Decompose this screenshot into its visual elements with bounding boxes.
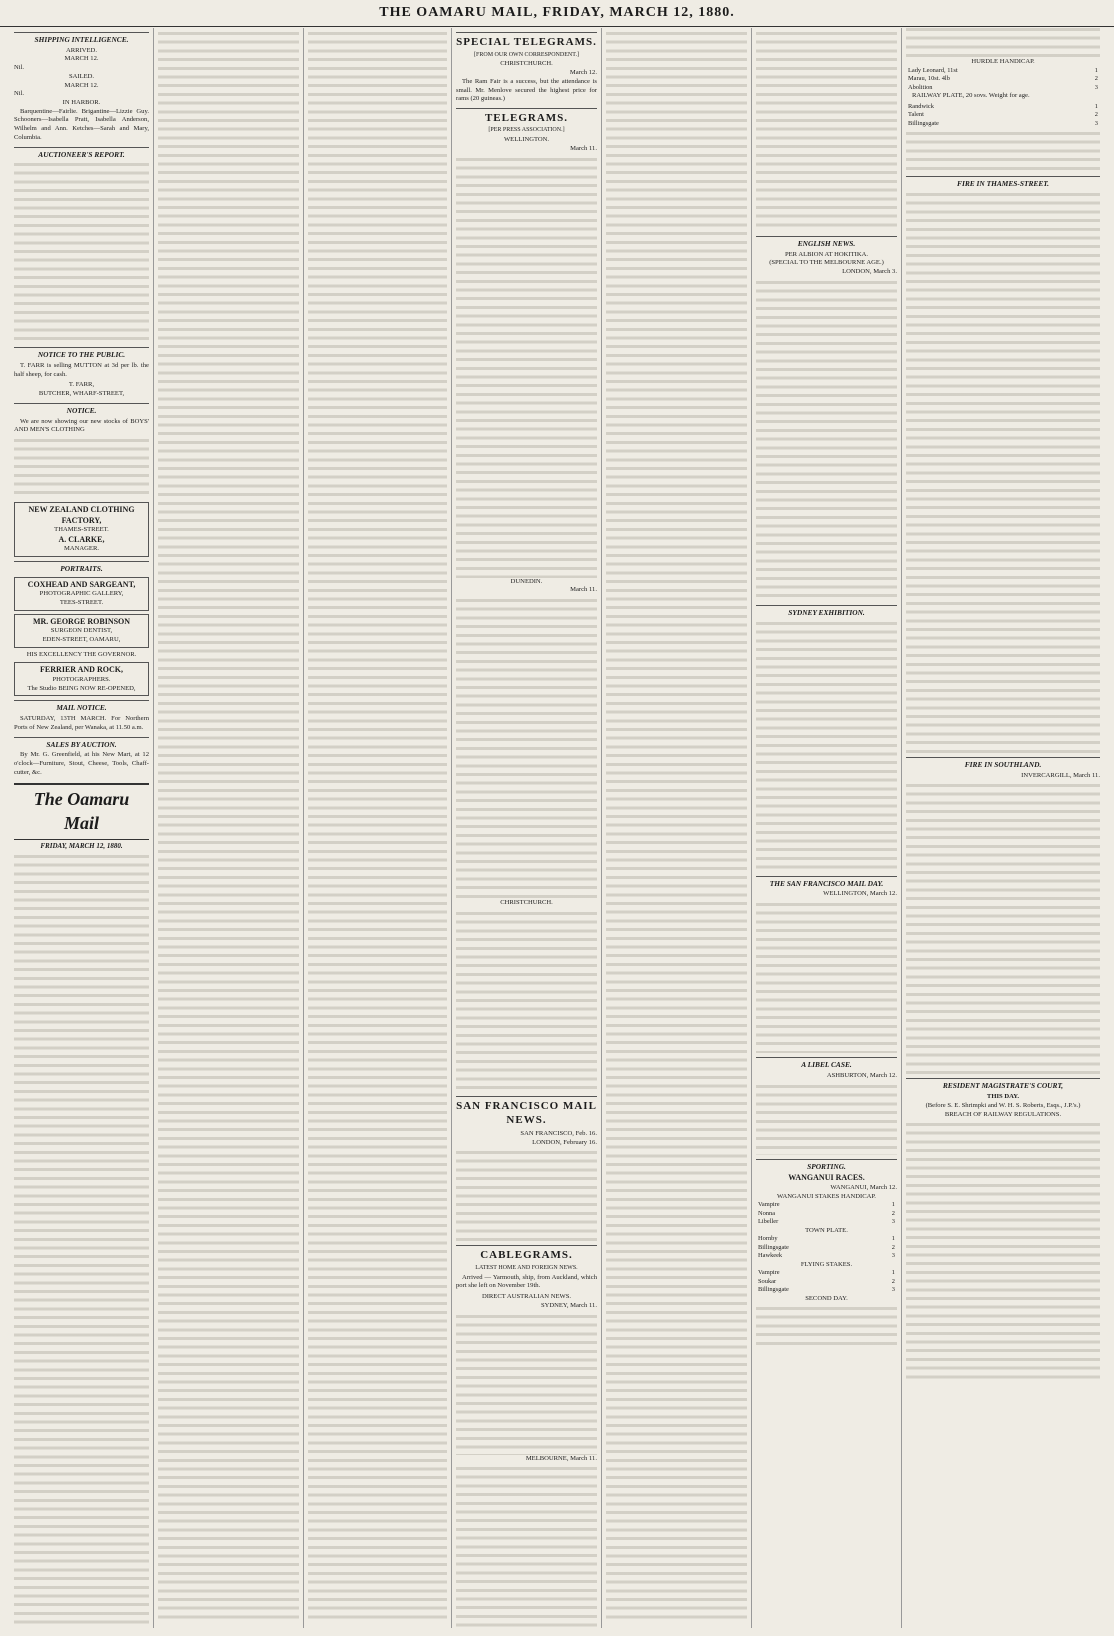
fire-thames-text (906, 193, 1100, 753)
christchurch2-text-block (456, 912, 597, 1092)
english-news-text (756, 281, 897, 601)
masthead-title: THE OAMARU MAIL, FRIDAY, MARCH 12, 1880. (379, 5, 735, 20)
sf-mail-heading: SAN FRANCISCO MAIL NEWS. (456, 1096, 597, 1128)
special-telegrams-heading: SPECIAL TELEGRAMS. (456, 32, 597, 50)
railway-plate-results (906, 103, 1100, 128)
factory-name: NEW ZEALAND CLOTHING FACTORY, (28, 505, 135, 525)
robinson-ad (14, 614, 149, 648)
result-row (756, 1252, 897, 1260)
place: 1 (891, 1269, 895, 1277)
christchurch2-label: CHRISTCHURCH. (500, 899, 553, 907)
sales-heading: SALES BY AUCTION. (14, 737, 149, 750)
invercargill-date: INVERCARGILL, March 11. (1021, 771, 1100, 779)
horse-name: Randwick (908, 102, 934, 110)
horse-name: Vampire (758, 1269, 780, 1277)
court-heading: RESIDENT MAGISTRATE'S COURT, (906, 1078, 1100, 1091)
place: 3 (891, 1286, 895, 1294)
shipping-heading: SHIPPING INTELLIGENCE. (14, 32, 149, 45)
auction-text-block (14, 163, 149, 343)
place: 1 (891, 1235, 895, 1243)
gallery-name: PHOTOGRAPHIC GALLERY, (39, 590, 124, 598)
column-3-text-block (308, 32, 447, 1622)
result-row (756, 1286, 897, 1294)
sf-text-block (456, 1151, 597, 1241)
libel-text (756, 1085, 897, 1155)
fire-southland-heading: FIRE IN SOUTHLAND. (906, 757, 1100, 770)
wanganui-date: WANGANUI, March 12. (830, 1183, 897, 1191)
fire-thames-heading: FIRE IN THAMES-STREET. (906, 176, 1100, 189)
masthead (0, 0, 1114, 27)
horse-name: Hawkeek (758, 1252, 783, 1260)
special-sub: [FROM OUR OWN CORRESPONDENT.] (474, 51, 579, 58)
editorial-text-block (14, 855, 149, 1628)
dunedin-label: DUNEDIN. (510, 577, 543, 585)
harbour-text: Barquentine—Fairlie. Brigantine—Lizzie Guy. Schooners—Isabella Pratt, Isabella Anderson, Wilhelm and Ann. Ketches—Sarah and Mary, Columbia. (14, 107, 149, 141)
result-row (906, 84, 1100, 92)
ferrier-title: PHOTOGRAPHERS. (52, 675, 111, 683)
horse-name: Billingsgate (758, 1243, 789, 1251)
paper-date: FRIDAY, MARCH 12, 1880. (40, 841, 123, 850)
court-magistrates: (Before S. E. Shrimpki and W. H. S. Roberts, Esqs., J.P.'s.) (925, 1101, 1081, 1109)
robinson-name: MR. GEORGE ROBINSON (32, 616, 131, 626)
arrived-value: Nil. (14, 64, 25, 72)
horse-name: Lady Leonard, 11st (908, 66, 958, 74)
ferrier-ad (14, 662, 149, 696)
portraits-heading: PORTRAITS. (14, 561, 149, 574)
sf-mail-day-text (756, 903, 897, 1053)
wanganui-heading: WANGANUI RACES. (788, 1173, 865, 1183)
horse-name: Billingsgate (908, 119, 939, 127)
sydney-exhibition-text (756, 622, 897, 872)
wellington-date: March 11. (570, 145, 597, 153)
column-2-text-block (158, 32, 299, 1622)
hurdle-heading: HURDLE HANDICAP. (971, 58, 1035, 65)
result-row (906, 120, 1100, 128)
result-row (756, 1218, 897, 1226)
horse-name: Nonna (758, 1209, 776, 1217)
telegrams-heading: TELEGRAMS. (456, 108, 597, 126)
clarke-title: MANAGER. (64, 545, 99, 553)
mail-notice-text: SATURDAY, 13TH MARCH. For Northern Ports of New Zealand, per Wanaka, at 11.50 a.m. (14, 715, 149, 731)
ashburton-date: ASHBURTON, March 12. (826, 1071, 897, 1079)
english-news-heading: ENGLISH NEWS. (756, 236, 897, 249)
place: 2 (891, 1209, 895, 1217)
horse-name: Abolition (908, 83, 933, 91)
horse-name: Libeller (758, 1218, 779, 1226)
robinson-street: EDEN-STREET, OAMARU, (42, 636, 121, 644)
place: 3 (891, 1218, 895, 1226)
notice-heading: NOTICE TO THE PUBLIC. (14, 347, 149, 360)
result-row (906, 75, 1100, 83)
second-day-heading: SECOND DAY. (805, 1294, 848, 1302)
place: 3 (891, 1252, 895, 1260)
sydney-date: SYDNEY, March 11. (540, 1301, 597, 1309)
sales-text: By Mr. G. Greenfield, at his New Mart, at 12 o'clock—Furniture, Stout, Cheese, Tools, Chaff-cutter, &c. (14, 751, 149, 776)
court-text (906, 1123, 1100, 1383)
horse-name: Hornby (758, 1235, 778, 1243)
horse-name: Talent (908, 111, 924, 119)
result-row (906, 111, 1100, 119)
flying-results (756, 1269, 897, 1294)
london-mar3: LONDON, March 3. (842, 268, 897, 276)
appointment-text: HIS EXCELLENCY THE GOVERNOR. (26, 650, 137, 658)
column-4 (452, 28, 602, 1628)
column-7-top-text (906, 28, 1100, 58)
ferrier-name: FERRIER AND ROCK, (40, 665, 123, 675)
sf-place: SAN FRANCISCO, Feb. 16. (520, 1129, 597, 1137)
column-6 (752, 28, 902, 1628)
sailed-label: SAILED. (68, 72, 95, 80)
fire-southland-text (906, 784, 1100, 1074)
paper-title: The Oamaru Mail (14, 783, 149, 840)
place: 2 (1094, 111, 1098, 119)
arrived-date: MARCH 12. (64, 55, 99, 63)
horse-name: Vampire (758, 1201, 780, 1209)
telegrams-sub: [PER PRESS ASSOCIATION.] (488, 127, 565, 134)
second-day-text (756, 1307, 897, 1347)
court-this-day: THIS DAY. (986, 1093, 1020, 1101)
christchurch-label: CHRISTCHURCH. (500, 60, 553, 68)
robinson-title: SURGEON DENTIST, (50, 627, 113, 635)
auction-heading: AUCTIONEER'S REPORT. (14, 147, 149, 160)
coxhead-name: COXHEAD AND SARGEANT, (27, 579, 136, 589)
farr-name: T. FARR, (68, 381, 95, 389)
boys-text: We are now showing our new stocks of BOYS' AND MEN'S CLOTHING (14, 417, 149, 434)
clarke-name: A. CLARKE, (58, 534, 105, 544)
christchurch-text: The Ram Fair is a success, but the attendance is small. Mr. Menlove secured the highest price for rams (20 guineas.) (456, 77, 597, 103)
wellington-label: WELLINGTON. (503, 136, 550, 144)
result-row (906, 103, 1100, 111)
result-row (756, 1244, 897, 1252)
cablegrams-heading: CABLEGRAMS. (456, 1245, 597, 1263)
sf-mail-day-heading: THE SAN FRANCISCO MAIL DAY. (756, 876, 897, 889)
result-row (906, 67, 1100, 75)
harbour-label: IN HARBOR. (62, 98, 101, 106)
melbourne-age-label: (SPECIAL TO THE MELBOURNE AGE.) (769, 259, 884, 267)
flying-heading: FLYING STAKES. (800, 1260, 853, 1268)
horse-name: Marau, 10st. 4lb (908, 75, 950, 83)
sydney-text-block (456, 1315, 597, 1455)
farr-sub: BUTCHER, WHARF-STREET, (38, 390, 125, 398)
column-5 (602, 28, 752, 1628)
steeple-heading: WANGANUI STAKES HANDICAP. (777, 1192, 876, 1200)
horse-name: Billingsgate (758, 1286, 789, 1294)
australian-heading: DIRECT AUSTRALIAN NEWS. (481, 1293, 572, 1301)
stakes-results (756, 1201, 897, 1226)
mail-notice-heading: MAIL NOTICE. (14, 700, 149, 713)
clothing-factory-ad (14, 502, 149, 557)
sf-london: LONDON, February 16. (532, 1138, 597, 1146)
melbourne-text-block (456, 1467, 597, 1628)
gallery-street: TEES-STREET. (59, 599, 104, 607)
railway-text (906, 132, 1100, 172)
notice2-heading: NOTICE. (14, 403, 149, 416)
sporting-heading: SPORTING. (756, 1159, 897, 1172)
place: 2 (891, 1243, 895, 1251)
dunedin-date: March 11. (570, 586, 597, 594)
coxhead-ad (14, 577, 149, 611)
column-1 (10, 28, 154, 1628)
result-row (756, 1269, 897, 1277)
column-5-text-block (606, 32, 747, 1622)
railway-plate-text: RAILWAY PLATE, 20 sovs. Weight for age. (912, 92, 1030, 100)
place: 1 (891, 1201, 895, 1209)
column-7 (902, 28, 1104, 1628)
column-3 (304, 28, 452, 1628)
arrived-label: ARRIVED. (66, 46, 97, 54)
sailed-value: Nil. (14, 90, 25, 98)
place: 3 (1094, 119, 1098, 127)
result-row (756, 1278, 897, 1286)
place: 2 (891, 1277, 895, 1285)
boys-text-block (14, 439, 149, 499)
breach-heading: BREACH OF RAILWAY REGULATIONS. (944, 1110, 1062, 1118)
cablegrams-sub: LATEST HOME AND FOREIGN NEWS. (475, 1264, 578, 1271)
horse-name: Soukar (758, 1277, 777, 1285)
libel-heading: A LIBEL CASE. (756, 1057, 897, 1070)
result-row (756, 1210, 897, 1218)
factory-street: THAMES-STREET. (54, 526, 109, 534)
sydney-exhibition-heading: SYDNEY EXHIBITION. (756, 605, 897, 618)
studio-text: The Studio BEING NOW RE-OPENED, (27, 684, 136, 692)
dunedin-text-block (456, 599, 597, 899)
melbourne-date: MELBOURNE, March 11. (525, 1454, 597, 1462)
wellington-text-block (456, 158, 597, 578)
result-row (756, 1235, 897, 1243)
town-plate-heading: TOWN PLATE. (805, 1226, 848, 1234)
column-6-top-text (756, 32, 897, 232)
newspaper-page (10, 28, 1104, 1628)
place: 2 (1094, 75, 1098, 83)
place: 3 (1094, 83, 1098, 91)
result-row (756, 1201, 897, 1209)
farr-text: T. FARR is selling MUTTON at 3d per lb. the half sheep, for cash. (14, 362, 149, 378)
albion-label: PER ALBION AT HOKITIKA. (784, 250, 869, 258)
cablegrams-text: Arrived — Yarmouth, ship, from Auckland, which port she left on November 19th. (456, 1273, 597, 1290)
christchurch-date: March 12. (569, 69, 597, 77)
wellington-mar12: WELLINGTON, March 12. (823, 890, 897, 898)
hurdle-results (906, 67, 1100, 92)
place: 1 (1094, 66, 1098, 74)
column-2 (154, 28, 304, 1628)
town-plate-results (756, 1235, 897, 1260)
place: 1 (1094, 102, 1098, 110)
sailed-date: MARCH 12. (64, 81, 99, 89)
